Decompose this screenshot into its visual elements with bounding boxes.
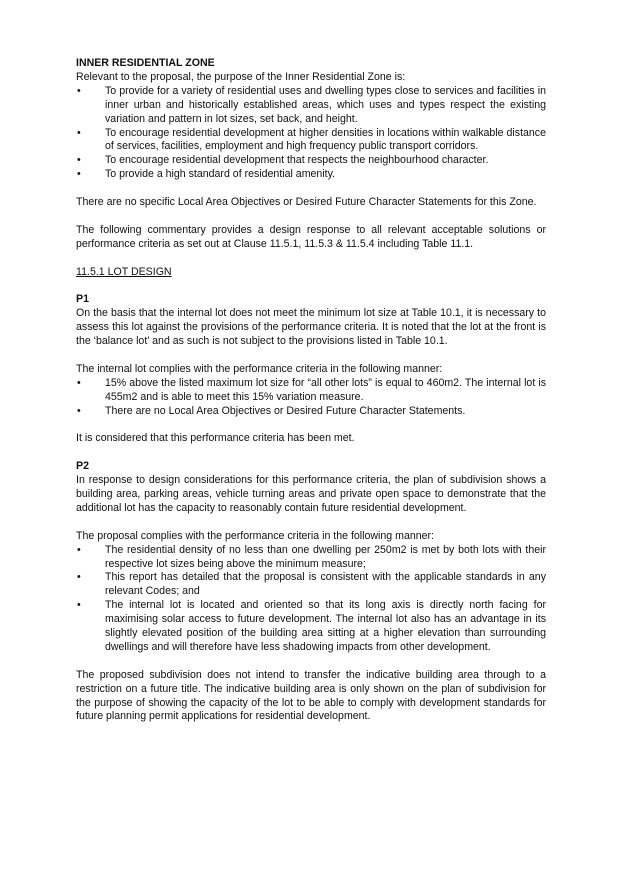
p2-label: P2 (76, 460, 89, 473)
zone-intro: Relevant to the proposal, the purpose of the Inner Residential Zone is: (76, 70, 406, 83)
list-item: • 15% above the listed maximum lot size for “all other lots” is equal to 460m2. The internal lot is 455m2 and is able to meet this 15% variation measure. (76, 377, 546, 405)
p2-complies: The proposal complies with the performance criteria in the following manner: (76, 529, 435, 542)
list-item: • The residential density of no less than one dwelling per 250m2 is met by both lots with their respective lot sizes being above the minimum measure; (76, 544, 546, 572)
no-objectives-paragraph: There are no specific Local Area Objectives or Desired Future Character Statements for this Zone. (76, 196, 537, 209)
list-item: • To provide a high standard of residential amenity. (76, 168, 546, 182)
p2-closing: The proposed subdivision does not intend to transfer the indicative building area through to a restriction on a future title. The indicative building area is only shown on the plan of subdivision for the purpose of showing the capacity of the lot to be able to comply with development standards for future planning permit applications for residential development. (76, 668, 546, 723)
commentary-paragraph: The following commentary provides a design response to all relevant acceptable solutions or performance criteria as set out at Clause 11.5.1, 11.5.3 & 11.5.4 including Table 11.1. (76, 223, 546, 250)
list-item: • To provide for a variety of residential uses and dwelling types close to services and facilities in inner urban and historically established areas, which uses and types respect the existing variation and pattern in lot sizes, set back, and height. (76, 85, 546, 127)
p1-label: P1 (76, 293, 89, 306)
list-item: • This report has detailed that the proposal is consistent with the applicable standards in any relevant Codes; and (76, 571, 546, 599)
list-item: • There are no Local Area Objectives or Desired Future Character Statements. (76, 405, 546, 419)
p1-complies: The internal lot complies with the performance criteria in the following manner: (76, 362, 443, 375)
list-item: • To encourage residential development at higher densities in locations within walkable distance of services, facilities, employment and high frequency public transport corridors. (76, 127, 546, 155)
p2-points-list (76, 544, 546, 655)
zone-heading: INNER RESIDENTIAL ZONE (76, 57, 215, 69)
zone-purpose-list (76, 85, 546, 182)
list-item: • To encourage residential development that respects the neighbourhood character. (76, 154, 546, 168)
p1-points-list (76, 377, 546, 419)
p1-conclusion: It is considered that this performance criteria has been met. (76, 432, 355, 445)
p2-body: In response to design considerations for this performance criteria, the plan of subdivision shows a building area, parking areas, vehicle turning areas and private open space to demonstrate that the additional lot has the capacity to reasonably contain future residential development. (76, 474, 546, 514)
list-item: • The internal lot is located and oriented so that its long axis is directly north facing for maximising solar access to future development. The internal lot also has an advantage in its slightly elevated position of the building area sitting at a higher elevation than surrounding dwellings and will therefore have less shadowing impacts from other development. (76, 599, 546, 655)
p1-body: On the basis that the internal lot does not meet the minimum lot size at Table 10.1, it is necessary to assess this lot against the provisions of the performance criteria. It is noted that the lot at the front is the ‘balance lot’ and as such is not subject to the provisions listed in Table 10.1. (76, 307, 546, 348)
lot-design-heading: 11.5.1 LOT DESIGN (76, 265, 172, 278)
